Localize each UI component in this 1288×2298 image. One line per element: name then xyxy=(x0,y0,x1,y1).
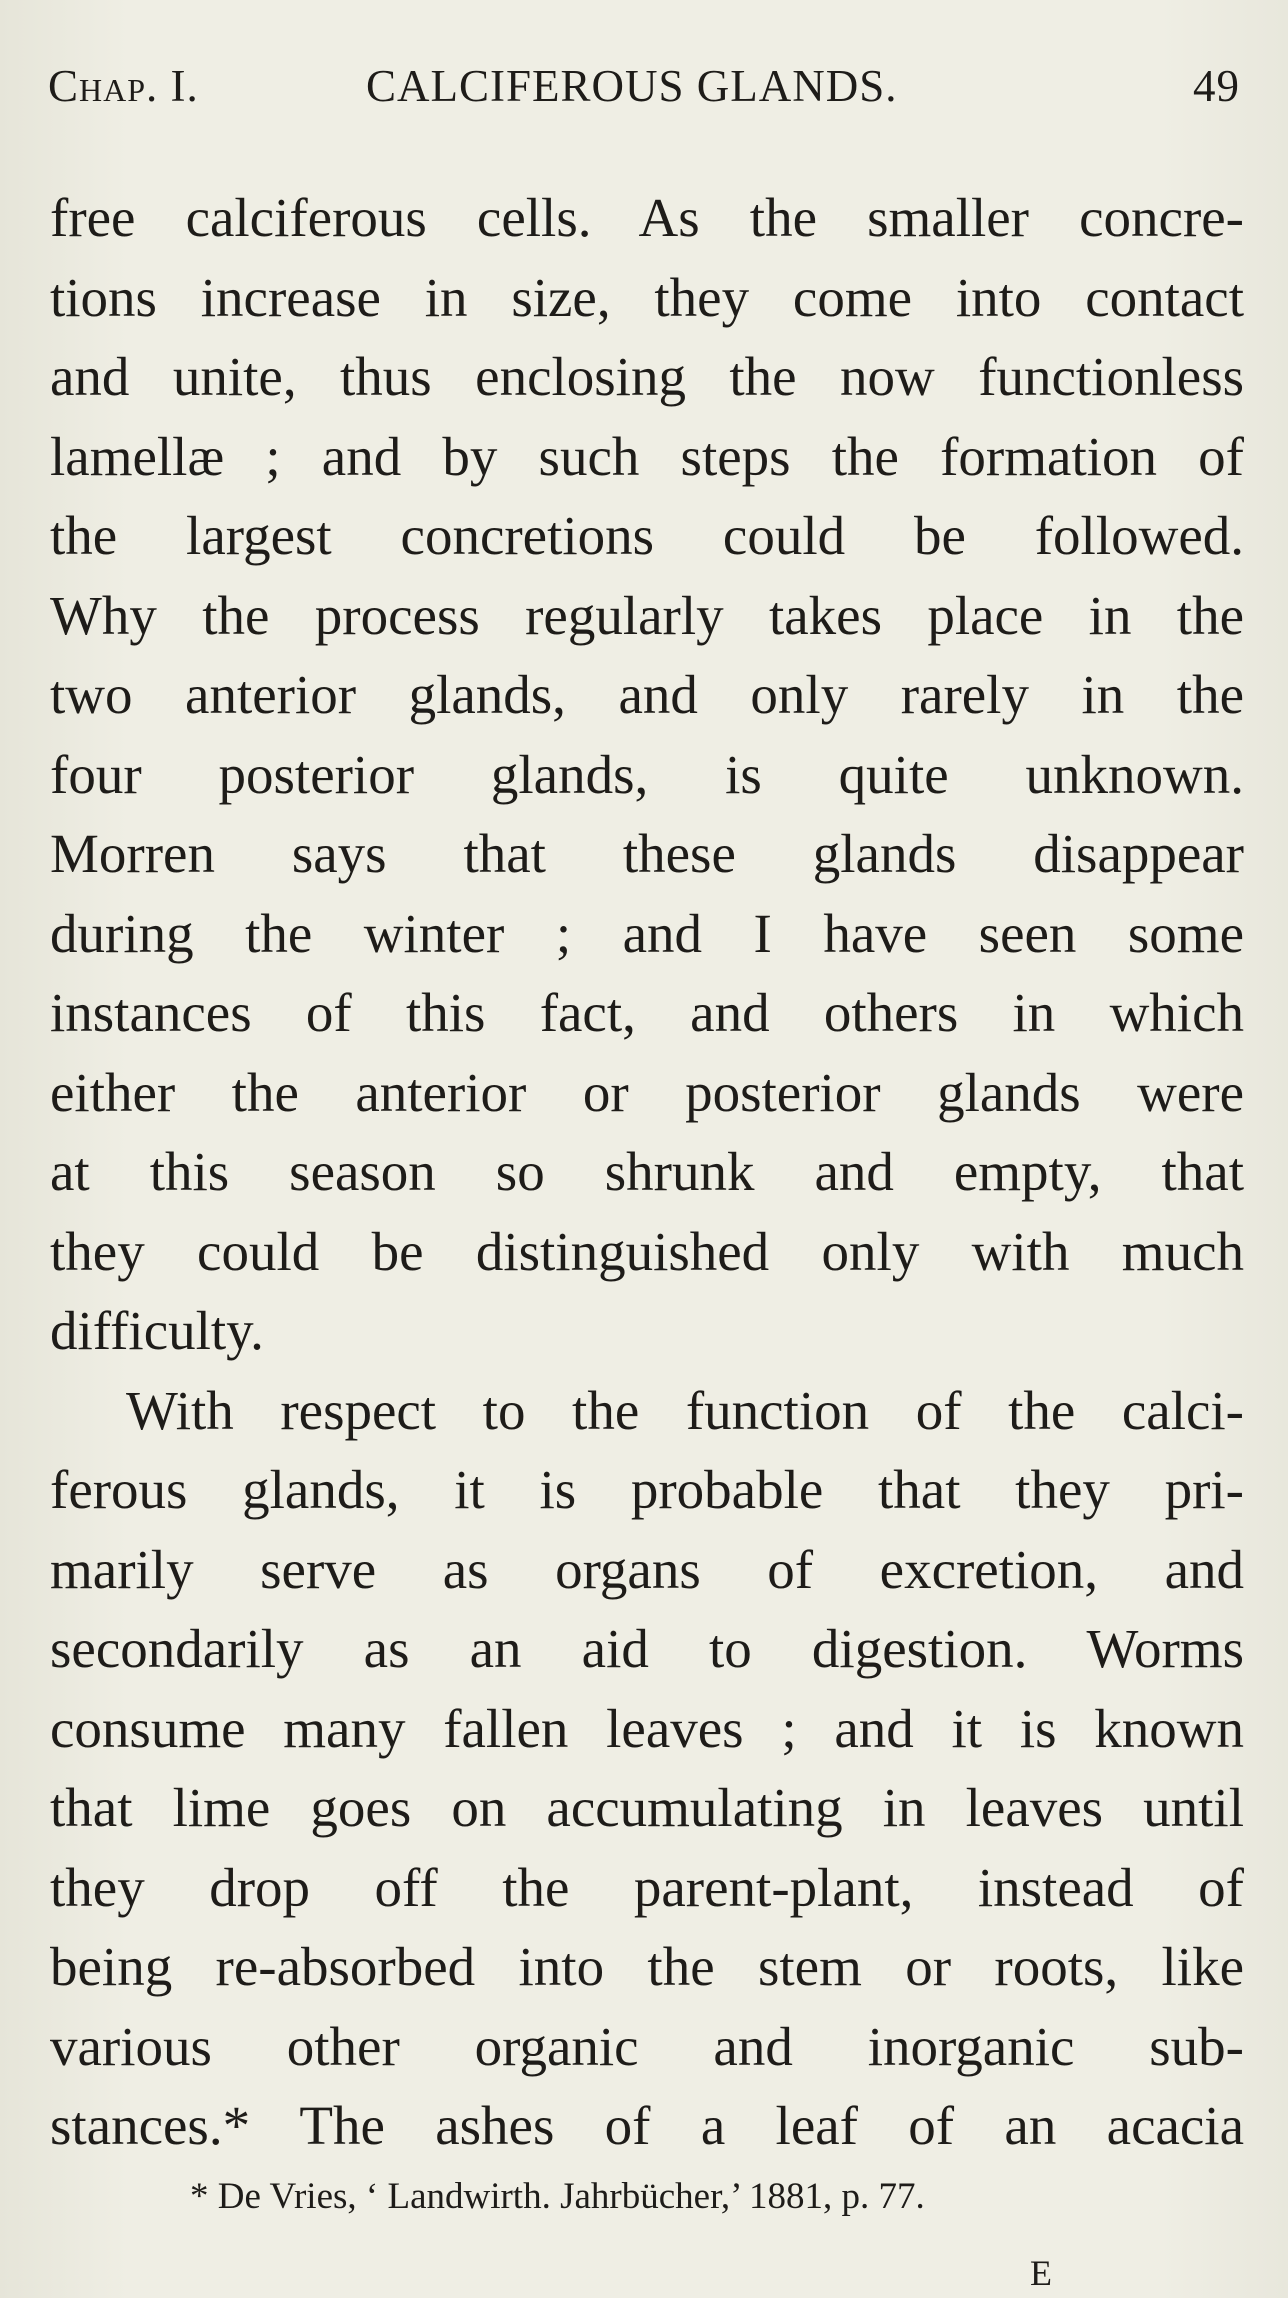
footnote: * De Vries, ‘ Landwirth. Jahrbücher,’ 1881, p. 77. xyxy=(190,2176,925,2217)
page-number: 49 xyxy=(1193,61,1240,111)
signature-mark: E xyxy=(1030,2253,1052,2293)
paragraph-start-line: With respect to the function of the calci- xyxy=(126,1379,1244,1441)
text-line: they could be distinguished only with much xyxy=(50,1220,1244,1282)
text-line: tions increase in size, they come into contact xyxy=(50,266,1244,328)
chapter-label: Chap. I. xyxy=(48,61,199,111)
running-head xyxy=(48,60,1240,120)
text-line: consume many fallen leaves ; and it is known xyxy=(50,1697,1244,1759)
text-line: ferous glands, it is probable that they pri- xyxy=(50,1459,1244,1520)
text-line: they drop off the parent-plant, instead of xyxy=(50,1856,1244,1918)
text-line: various other organic and inorganic sub- xyxy=(50,2015,1244,2077)
text-line: that lime goes on accumulating in leaves until xyxy=(50,1777,1244,1838)
text-line: marily serve as organs of excretion, and xyxy=(50,1538,1244,1600)
text-line: four posterior glands, is quite unknown. xyxy=(50,743,1244,805)
text-line: at this season so shrunk and empty, that xyxy=(50,1141,1244,1202)
text-line: stances.* The ashes of a leaf of an acacia xyxy=(50,2095,1244,2156)
text-line: two anterior glands, and only rarely in the xyxy=(50,664,1244,725)
text-line: and unite, thus enclosing the now functionless xyxy=(50,346,1244,407)
text-line: the largest concretions could be followed. xyxy=(50,505,1244,566)
text-line: either the anterior or posterior glands were xyxy=(50,1061,1244,1123)
text-line: during the winter ; and I have seen some xyxy=(50,902,1244,964)
text-line: instances of this fact, and others in which xyxy=(50,982,1244,1043)
text-line: being re-absorbed into the stem or roots, like xyxy=(50,1936,1244,1997)
text-line: Why the process regularly takes place in the xyxy=(50,584,1244,646)
running-title: CALCIFEROUS GLANDS. xyxy=(366,61,898,111)
text-line: free calciferous cells. As the smaller concre- xyxy=(50,187,1244,248)
text-line: lamellæ ; and by such steps the formation of xyxy=(50,425,1244,487)
text-line: secondarily as an aid to digestion. Worms xyxy=(50,1618,1244,1679)
body-text xyxy=(50,178,1244,2166)
paragraph-end-line: difficulty. xyxy=(50,1300,264,1361)
text-line: Morren says that these glands disappear xyxy=(50,823,1244,884)
